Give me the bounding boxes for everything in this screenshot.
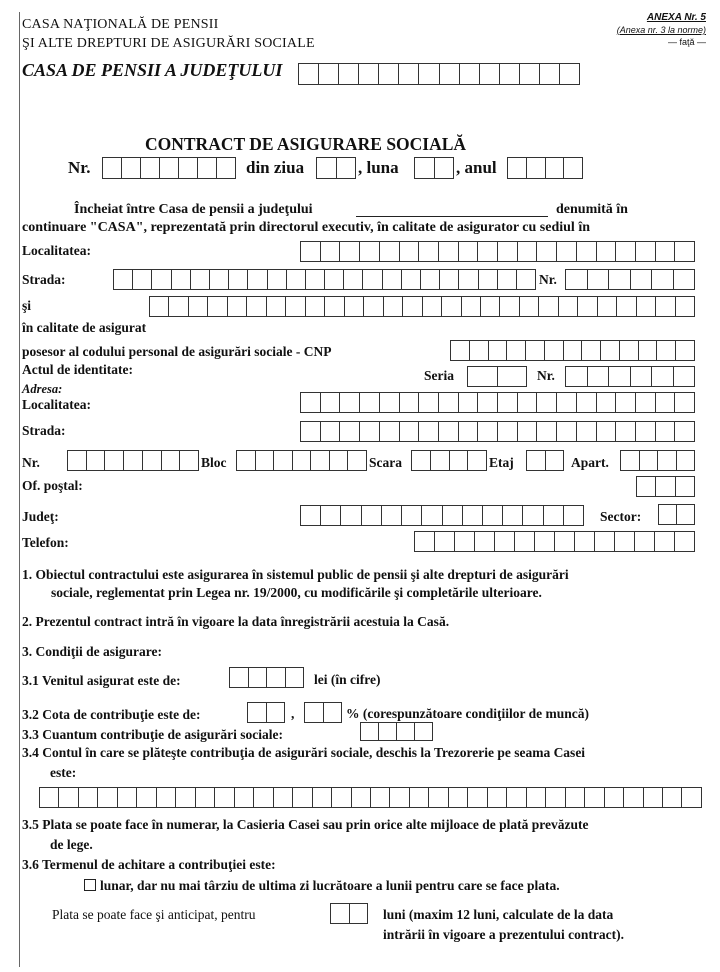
- contract-nr-field[interactable]: [102, 157, 236, 179]
- page-border: [19, 12, 20, 967]
- insured-street-label: Strada:: [22, 423, 66, 438]
- decimal-comma: ,: [291, 706, 295, 721]
- and-label: şi: [22, 298, 32, 313]
- post-office-label: Of. poştal:: [22, 478, 83, 493]
- clause-3-2-label: 3.2 Cota de contribuţie este de:: [22, 707, 201, 722]
- intro-text-2: continuare "CASA", reprezentată prin directorul executiv, în calitate de asigurator cu sediul în: [22, 220, 590, 235]
- advance-payment-text: Plata se poate face şi anticipat, pentru: [52, 907, 256, 922]
- contribution-amount-field[interactable]: [360, 722, 433, 741]
- id-series-field[interactable]: [467, 366, 527, 387]
- clause-3-5-line2: de lege.: [50, 837, 93, 852]
- year-label: , anul: [456, 158, 497, 177]
- insured-income-field[interactable]: [229, 667, 304, 688]
- insurer-number-field[interactable]: [565, 269, 695, 290]
- cnp-field[interactable]: [450, 340, 695, 361]
- phone-field[interactable]: [414, 531, 695, 552]
- clause-3-3-label: 3.3 Cuantum contribuţie de asigurări sociale:: [22, 727, 283, 742]
- sector-label: Sector:: [600, 509, 642, 524]
- annex-number: ANEXA Nr. 5: [646, 12, 706, 23]
- floor-label: Etaj: [489, 455, 514, 470]
- address-label: Adresa:: [22, 382, 63, 396]
- annex-reference: (Anexa nr. 3 la norme): [616, 25, 706, 35]
- county-house-label: CASA DE PENSII A JUDEŢULUI: [22, 60, 283, 80]
- insured-county-field[interactable]: [300, 505, 584, 526]
- insurer-locality-field[interactable]: [300, 241, 695, 262]
- clause-1-line2: sociale, reglementat prin Legea nr. 19/2000, cu modificările şi completările ulterioare.: [51, 585, 542, 600]
- insured-capacity-label: în calitate de asigurat: [22, 320, 147, 335]
- address-number-field[interactable]: [67, 450, 199, 471]
- apartment-label: Apart.: [571, 455, 609, 470]
- contribution-rate-decimal-field[interactable]: [304, 702, 342, 723]
- org-name-line2: ŞI ALTE DREPTURI DE ASIGURĂRI SOCIALE: [22, 36, 315, 51]
- page-side: — faţă —: [667, 37, 706, 47]
- clause-3-4-line2: este:: [50, 765, 77, 780]
- address-number-label: Nr.: [22, 455, 40, 470]
- insured-street-field[interactable]: [300, 421, 695, 442]
- intro-text-1a: Încheiat între Casa de pensii a judeţului: [74, 202, 313, 217]
- treasury-account-field[interactable]: [39, 787, 702, 808]
- id-number-field[interactable]: [565, 366, 695, 387]
- page-title: CONTRACT DE ASIGURARE SOCIALĂ: [145, 134, 467, 154]
- month-label: , luna: [358, 158, 399, 177]
- insured-locality-field[interactable]: [300, 392, 695, 413]
- id-series-label: Seria: [424, 368, 454, 383]
- day-field[interactable]: [316, 157, 356, 179]
- year-field[interactable]: [507, 157, 583, 179]
- monthly-checkbox[interactable]: [84, 879, 96, 891]
- clause-3-1-label: 3.1 Venitul asigurat este de:: [22, 673, 181, 688]
- block-label: Bloc: [201, 455, 227, 470]
- advance-months-field[interactable]: [330, 903, 368, 924]
- insured-name-field[interactable]: [149, 296, 695, 317]
- phone-label: Telefon:: [22, 535, 69, 550]
- month-field[interactable]: [414, 157, 454, 179]
- day-label: din ziua: [246, 158, 305, 177]
- clause-3-5-line1: 3.5 Plata se poate face în numerar, la Casieria Casei sau prin orice alte mijloace de plată prevăzute: [22, 817, 589, 832]
- county-name-line[interactable]: [356, 216, 548, 217]
- contract-nr-label: Nr.: [68, 158, 91, 177]
- post-office-field[interactable]: [636, 476, 695, 497]
- clause-3-1-unit: lei (în cifre): [314, 672, 381, 687]
- monthly-option[interactable]: [84, 878, 560, 894]
- county-label: Judeţ:: [22, 509, 59, 524]
- clause-2: 2. Prezentul contract intră în vigoare la data înregistrării acestuia la Casă.: [22, 614, 450, 629]
- monthly-option-label: lunar, dar nu mai târziu de ultima zi lucrătoare a lunii pentru care se face plata.: [100, 878, 560, 893]
- insurer-street-field[interactable]: [113, 269, 536, 290]
- insurer-number-label: Nr.: [539, 272, 557, 287]
- clause-3-2-suffix: % (corespunzătoare condiţiilor de muncă): [346, 706, 589, 721]
- county-field[interactable]: [298, 63, 580, 85]
- advance-months-text-1: luni (maxim 12 luni, calculate de la data: [383, 907, 614, 922]
- intro-text-1b: denumită în: [556, 202, 628, 217]
- advance-months-text-2: intrării în vigoare a prezentului contract).: [383, 927, 624, 942]
- clause-3-6: 3.6 Termenul de achitare a contribuţiei este:: [22, 857, 276, 872]
- contribution-rate-integer-field[interactable]: [247, 702, 285, 723]
- stair-label: Scara: [369, 455, 402, 470]
- org-name-line1: CASA NAŢIONALĂ DE PENSII: [22, 17, 219, 32]
- apartment-field[interactable]: [620, 450, 695, 471]
- cnp-label: posesor al codului personal de asigurări sociale - CNP: [22, 344, 332, 359]
- clause-1-line1: 1. Obiectul contractului este asigurarea în sistemul public de pensii şi alte drepturi de asigurări: [22, 567, 569, 582]
- clause-3: 3. Condiţii de asigurare:: [22, 644, 163, 659]
- stair-field[interactable]: [411, 450, 487, 471]
- id-number-label: Nr.: [537, 368, 555, 383]
- id-document-label: Actul de identitate:: [22, 362, 133, 377]
- floor-field[interactable]: [526, 450, 564, 471]
- sector-field[interactable]: [658, 504, 695, 525]
- clause-3-4-line1: 3.4 Contul în care se plăteşte contribuţia de asigurări sociale, deschis la Trezorerie pe seama Casei: [22, 745, 586, 760]
- insurer-street-label: Strada:: [22, 272, 66, 287]
- insured-locality-label: Localitatea:: [22, 397, 91, 412]
- insurer-locality-label: Localitatea:: [22, 243, 91, 258]
- block-field[interactable]: [236, 450, 367, 471]
